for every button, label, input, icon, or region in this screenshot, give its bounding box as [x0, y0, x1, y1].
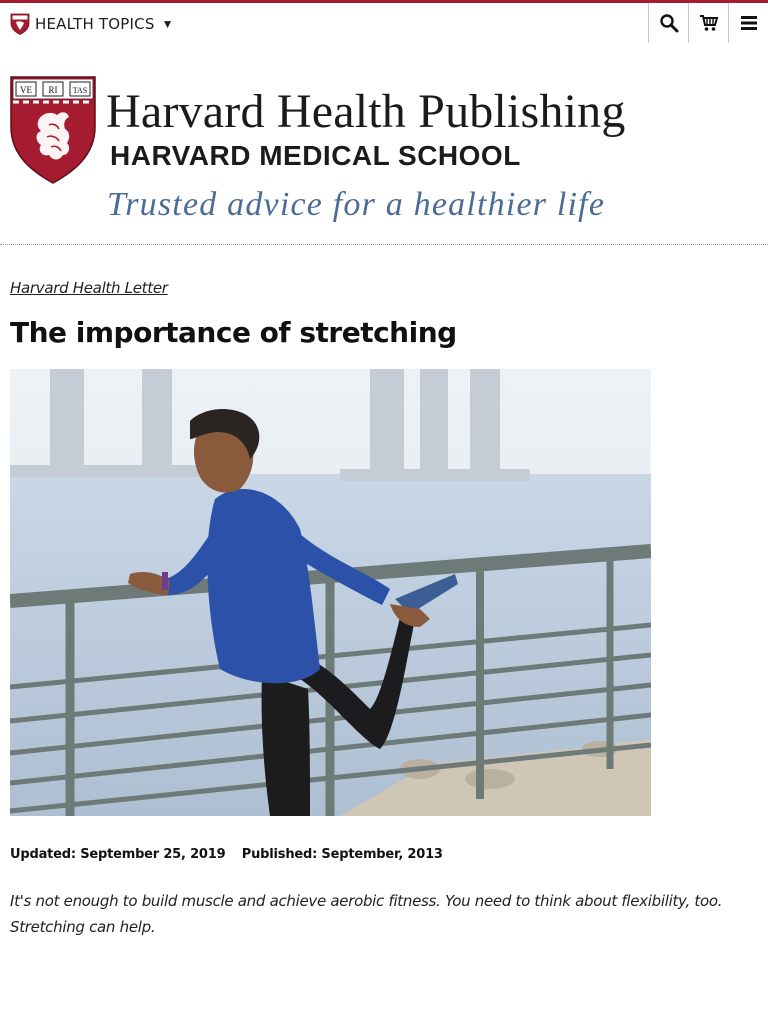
hero-image: [10, 369, 651, 816]
top-bar: [0, 0, 768, 44]
top-icons: [648, 3, 768, 44]
page-title: The importance of stretching: [10, 316, 457, 349]
brand-title[interactable]: Harvard Health Publishing: [106, 85, 626, 138]
updated-date: Updated: September 25, 2019: [10, 847, 226, 862]
health-topics-menu[interactable]: [10, 11, 173, 37]
shield-text-ve: VE: [20, 85, 32, 95]
brand-subtitle: HARVARD MEDICAL SCHOOL: [110, 140, 521, 171]
chevron-down-icon: ▼: [161, 17, 174, 31]
breadcrumb-link[interactable]: Harvard Health Letter: [10, 279, 168, 297]
article-dates: [10, 847, 443, 862]
cart-icon: [699, 14, 719, 32]
search-button[interactable]: [648, 3, 688, 43]
shield-text-tas: TAS: [72, 86, 88, 95]
menu-icon: [741, 16, 757, 30]
menu-button[interactable]: [728, 3, 768, 43]
harvard-shield-logo[interactable]: [9, 75, 97, 185]
published-date: Published: September, 2013: [241, 847, 443, 862]
search-icon: [659, 13, 679, 33]
article-summary: It's not enough to build muscle and achieve aerobic fitness. You need to think about flexibility, too. Stretching can help.: [10, 892, 723, 936]
health-topics-label: HEALTH TOPICS: [35, 15, 155, 33]
brand-tagline: Trusted advice for a healthier life: [107, 186, 606, 223]
masthead: [0, 44, 768, 245]
harvard-shield-icon: [10, 13, 30, 35]
cart-button[interactable]: [688, 3, 728, 43]
shield-text-ri: RI: [48, 85, 58, 95]
